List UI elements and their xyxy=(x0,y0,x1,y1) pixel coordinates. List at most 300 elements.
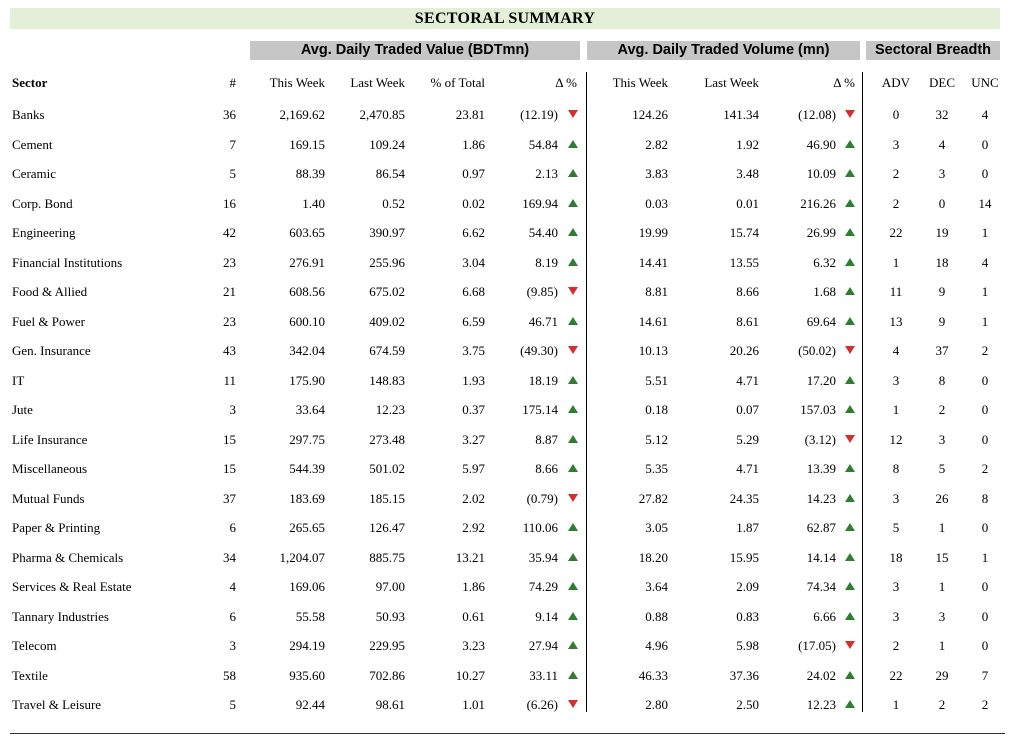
cell-volume-this-week: 5.12 xyxy=(645,431,668,447)
cell-pct-total: 1.86 xyxy=(462,579,485,594)
cell-value-this-week: 297.75 xyxy=(289,431,325,447)
cell-value-last-week: 409.02 xyxy=(369,313,405,329)
cell-pct-total: 0.97 xyxy=(462,166,485,181)
cell-volume-this-week: 14.41 xyxy=(638,254,668,270)
cell-pct-total: 3.04 xyxy=(462,254,485,270)
cell-sector: Services & Real Estate xyxy=(12,579,132,594)
cell-volume-last-week: 2.50 xyxy=(736,697,759,712)
cell-volume-last-week: 8.61 xyxy=(736,313,759,329)
cell-count: 23 xyxy=(223,254,236,270)
cell-unc: 0 xyxy=(981,166,989,181)
cell-count: 7 xyxy=(229,136,236,152)
cell-adv: 3 xyxy=(892,490,900,506)
cell-volume-this-week: 0.03 xyxy=(645,195,668,211)
cell-value-change: (49.30) xyxy=(520,343,558,358)
table-row xyxy=(0,158,1024,188)
cell-value-change: 110.06 xyxy=(522,520,558,535)
cell-volume-this-week: 0.88 xyxy=(645,608,668,624)
cell-volume-change: 6.32 xyxy=(813,254,836,270)
cell-adv: 2 xyxy=(892,638,900,653)
cell-sector: Ceramic xyxy=(12,166,57,181)
cell-dec: 15 xyxy=(935,549,949,565)
cell-unc: 0 xyxy=(981,520,989,535)
cell-adv: 13 xyxy=(889,313,903,329)
cell-volume-last-week: 13.55 xyxy=(729,254,759,270)
cell-volume-last-week: 141.34 xyxy=(723,107,759,122)
down-arrow-icon xyxy=(568,700,578,708)
cell-dec: 1 xyxy=(938,638,946,653)
up-arrow-icon xyxy=(568,169,578,177)
cell-count: 15 xyxy=(223,461,236,476)
table-row xyxy=(0,217,1024,247)
cell-count: 43 xyxy=(223,343,236,358)
cell-sector: Corp. Bond xyxy=(12,195,73,211)
cell-dec: 8 xyxy=(938,372,946,388)
cell-sector: Telecom xyxy=(12,638,57,653)
table-row xyxy=(0,512,1024,542)
cell-count: 23 xyxy=(223,313,236,329)
cell-volume-change: 10.09 xyxy=(806,166,836,181)
down-arrow-icon xyxy=(568,494,578,502)
cell-unc: 1 xyxy=(981,284,989,299)
group-header-traded-volume: Avg. Daily Traded Volume (mn) xyxy=(587,41,860,60)
cell-count: 34 xyxy=(223,549,236,565)
up-arrow-icon xyxy=(845,700,855,708)
cell-value-last-week: 86.54 xyxy=(375,166,405,181)
cell-value-change: 8.19 xyxy=(535,254,558,270)
up-arrow-icon xyxy=(845,582,855,590)
header-adv: ADV xyxy=(881,75,911,90)
cell-sector: Pharma & Chemicals xyxy=(12,549,124,565)
cell-count: 11 xyxy=(223,372,236,388)
cell-volume-this-week: 10.13 xyxy=(638,343,668,358)
cell-count: 6 xyxy=(229,520,236,535)
up-arrow-icon xyxy=(568,140,578,148)
up-arrow-icon xyxy=(568,641,578,649)
cell-sector: Engineering xyxy=(12,225,76,240)
cell-value-this-week: 935.60 xyxy=(289,667,325,683)
cell-value-this-week: 169.15 xyxy=(289,136,325,152)
cell-volume-change: 6.66 xyxy=(813,608,836,624)
cell-value-change: 54.40 xyxy=(528,225,558,240)
cell-unc: 14 xyxy=(978,195,992,211)
cell-volume-this-week: 14.61 xyxy=(638,313,668,329)
cell-unc: 4 xyxy=(981,254,989,270)
cell-volume-this-week: 8.81 xyxy=(645,284,668,299)
cell-value-this-week: 544.39 xyxy=(289,461,325,476)
up-arrow-icon xyxy=(568,405,578,413)
table-row xyxy=(0,483,1024,513)
table-row xyxy=(0,394,1024,424)
cell-adv: 2 xyxy=(892,166,900,181)
cell-value-last-week: 50.93 xyxy=(375,608,405,624)
cell-volume-this-week: 18.20 xyxy=(638,549,668,565)
cell-value-change: (6.26) xyxy=(526,697,558,712)
up-arrow-icon xyxy=(845,287,855,295)
cell-value-last-week: 675.02 xyxy=(369,284,405,299)
cell-value-change: 33.11 xyxy=(529,667,558,683)
cell-dec: 26 xyxy=(935,490,949,506)
cell-dec: 3 xyxy=(938,608,946,624)
header-sector: Sector xyxy=(12,75,48,90)
header-vol-last-week: Last Week xyxy=(704,75,759,90)
cell-value-change: 46.71 xyxy=(528,313,558,329)
cell-volume-this-week: 3.64 xyxy=(645,579,668,594)
report-title: SECTORAL SUMMARY xyxy=(10,8,1000,29)
cell-volume-this-week: 3.83 xyxy=(645,166,668,181)
cell-sector: Food & Allied xyxy=(12,284,88,299)
up-arrow-icon xyxy=(845,612,855,620)
cell-volume-change: 14.14 xyxy=(806,549,836,565)
cell-volume-change: 26.99 xyxy=(806,225,836,240)
cell-volume-change: 157.03 xyxy=(800,402,836,417)
cell-sector: Travel & Leisure xyxy=(12,697,102,712)
cell-value-change: 27.94 xyxy=(528,638,558,653)
cell-value-this-week: 342.04 xyxy=(289,343,325,358)
header-vol-this-week: This Week xyxy=(612,75,668,90)
cell-value-last-week: 702.86 xyxy=(369,667,405,683)
up-arrow-icon xyxy=(845,671,855,679)
cell-volume-last-week: 3.48 xyxy=(736,166,759,181)
cell-volume-this-week: 3.05 xyxy=(645,520,668,535)
cell-adv: 1 xyxy=(892,402,900,417)
down-arrow-icon xyxy=(845,110,855,118)
cell-volume-last-week: 1.92 xyxy=(736,136,759,152)
cell-value-last-week: 255.96 xyxy=(369,254,405,270)
cell-adv: 12 xyxy=(889,431,903,447)
cell-count: 5 xyxy=(229,697,236,712)
cell-adv: 18 xyxy=(889,549,903,565)
up-arrow-icon xyxy=(845,553,855,561)
cell-volume-change: 46.90 xyxy=(806,136,836,152)
cell-unc: 2 xyxy=(981,461,989,476)
cell-sector: IT xyxy=(12,372,25,388)
cell-adv: 1 xyxy=(892,254,900,270)
cell-value-this-week: 169.06 xyxy=(289,579,325,594)
cell-volume-change: (12.08) xyxy=(798,107,836,122)
cell-adv: 0 xyxy=(892,107,900,122)
cell-value-last-week: 390.97 xyxy=(369,225,405,240)
cell-pct-total: 6.68 xyxy=(462,284,485,299)
cell-value-last-week: 148.83 xyxy=(369,372,405,388)
cell-pct-total: 1.86 xyxy=(462,136,485,152)
up-arrow-icon xyxy=(568,376,578,384)
up-arrow-icon xyxy=(568,523,578,531)
up-arrow-icon xyxy=(568,199,578,207)
cell-adv: 8 xyxy=(892,461,900,476)
up-arrow-icon xyxy=(845,523,855,531)
cell-value-last-week: 0.52 xyxy=(382,195,405,211)
cell-unc: 0 xyxy=(981,608,989,624)
header-delta-pct: Δ % xyxy=(555,75,577,90)
cell-value-this-week: 294.19 xyxy=(289,638,325,653)
cell-adv: 11 xyxy=(889,284,903,299)
cell-dec: 4 xyxy=(938,136,946,152)
cell-value-change: 8.66 xyxy=(535,461,558,476)
down-arrow-icon xyxy=(845,435,855,443)
cell-volume-last-week: 2.09 xyxy=(736,579,759,594)
down-arrow-icon xyxy=(568,287,578,295)
cell-pct-total: 0.02 xyxy=(462,195,485,211)
cell-volume-last-week: 20.26 xyxy=(729,343,759,358)
cell-count: 21 xyxy=(223,284,236,299)
cell-value-last-week: 229.95 xyxy=(369,638,405,653)
cell-unc: 2 xyxy=(981,697,989,712)
cell-dec: 5 xyxy=(938,461,946,476)
cell-pct-total: 3.27 xyxy=(462,431,485,447)
down-arrow-icon xyxy=(845,641,855,649)
cell-pct-total: 23.81 xyxy=(455,107,485,122)
cell-dec: 3 xyxy=(938,431,946,447)
table-row xyxy=(0,453,1024,483)
cell-unc: 1 xyxy=(981,313,989,329)
down-arrow-icon xyxy=(568,110,578,118)
cell-value-change: 9.14 xyxy=(535,608,558,624)
cell-pct-total: 3.23 xyxy=(462,638,485,653)
cell-value-change: 169.94 xyxy=(522,195,558,211)
up-arrow-icon xyxy=(568,612,578,620)
cell-value-this-week: 2,169.62 xyxy=(279,107,325,122)
cell-value-last-week: 12.23 xyxy=(375,402,405,417)
cell-dec: 19 xyxy=(935,225,949,240)
table-row xyxy=(0,630,1024,660)
cell-count: 5 xyxy=(229,166,236,181)
cell-volume-this-week: 27.82 xyxy=(638,490,668,506)
table-row xyxy=(0,188,1024,218)
cell-pct-total: 2.02 xyxy=(462,490,485,506)
cell-value-this-week: 33.64 xyxy=(295,402,325,417)
cell-value-change: 74.29 xyxy=(528,579,558,594)
cell-volume-change: 17.20 xyxy=(806,372,836,388)
cell-value-change: 8.87 xyxy=(535,431,558,447)
cell-value-last-week: 98.61 xyxy=(375,697,405,712)
cell-count: 3 xyxy=(229,638,236,653)
cell-unc: 0 xyxy=(981,579,989,594)
cell-value-change: 18.19 xyxy=(528,372,558,388)
cell-value-last-week: 501.02 xyxy=(369,461,405,476)
header-count: # xyxy=(229,75,236,90)
cell-dec: 2 xyxy=(938,402,946,417)
cell-volume-this-week: 19.99 xyxy=(638,225,668,240)
cell-volume-this-week: 4.96 xyxy=(645,638,668,653)
table-row xyxy=(0,247,1024,277)
cell-unc: 2 xyxy=(981,343,989,358)
cell-adv: 3 xyxy=(892,372,900,388)
cell-volume-change: 216.26 xyxy=(800,195,836,211)
cell-dec: 0 xyxy=(938,195,946,211)
sector-table-body xyxy=(0,99,1024,719)
cell-volume-last-week: 0.83 xyxy=(736,608,759,624)
table-row xyxy=(0,276,1024,306)
table-row xyxy=(0,129,1024,159)
cell-unc: 0 xyxy=(981,431,989,447)
cell-value-this-week: 265.65 xyxy=(289,520,325,535)
cell-value-this-week: 55.58 xyxy=(295,608,325,624)
cell-volume-change: 13.39 xyxy=(806,461,836,476)
down-arrow-icon xyxy=(568,346,578,354)
cell-value-last-week: 2,470.85 xyxy=(359,107,405,122)
cell-value-change: (9.85) xyxy=(526,284,558,299)
cell-value-last-week: 674.59 xyxy=(369,343,405,358)
up-arrow-icon xyxy=(568,582,578,590)
cell-value-this-week: 1.40 xyxy=(302,195,325,211)
cell-adv: 22 xyxy=(889,667,903,683)
cell-unc: 0 xyxy=(981,638,989,653)
up-arrow-icon xyxy=(845,464,855,472)
cell-unc: 1 xyxy=(981,549,989,565)
up-arrow-icon xyxy=(845,376,855,384)
cell-volume-last-week: 5.29 xyxy=(736,431,759,447)
table-row xyxy=(0,660,1024,690)
cell-volume-last-week: 0.01 xyxy=(736,195,759,211)
cell-value-this-week: 183.69 xyxy=(289,490,325,506)
cell-adv: 3 xyxy=(892,579,900,594)
table-row xyxy=(0,571,1024,601)
up-arrow-icon xyxy=(845,317,855,325)
cell-count: 42 xyxy=(223,225,236,240)
cell-volume-last-week: 15.95 xyxy=(729,549,759,565)
cell-pct-total: 5.97 xyxy=(462,461,485,476)
table-bottom-rule xyxy=(10,733,1005,734)
cell-value-last-week: 97.00 xyxy=(375,579,405,594)
cell-volume-last-week: 1.87 xyxy=(736,520,759,535)
cell-value-this-week: 603.65 xyxy=(289,225,325,240)
cell-volume-change: 12.23 xyxy=(806,697,836,712)
cell-volume-change: 24.02 xyxy=(806,667,836,683)
cell-adv: 22 xyxy=(889,225,903,240)
up-arrow-icon xyxy=(845,140,855,148)
cell-volume-change: (3.12) xyxy=(804,431,836,447)
cell-value-last-week: 126.47 xyxy=(369,520,405,535)
cell-pct-total: 6.59 xyxy=(462,313,485,329)
cell-volume-change: 14.23 xyxy=(806,490,836,506)
cell-sector: Fuel & Power xyxy=(12,313,85,329)
cell-pct-total: 0.37 xyxy=(462,402,485,417)
table-row xyxy=(0,424,1024,454)
up-arrow-icon xyxy=(568,435,578,443)
cell-sector: Textile xyxy=(12,667,48,683)
header-dec: DEC xyxy=(929,75,955,90)
table-row xyxy=(0,601,1024,631)
cell-value-last-week: 185.15 xyxy=(369,490,405,506)
cell-unc: 8 xyxy=(981,490,989,506)
cell-count: 3 xyxy=(229,402,236,417)
table-row xyxy=(0,542,1024,572)
cell-dec: 18 xyxy=(935,254,949,270)
cell-adv: 5 xyxy=(892,520,900,535)
cell-pct-total: 2.92 xyxy=(462,520,485,535)
cell-volume-this-week: 0.18 xyxy=(645,402,668,417)
cell-value-last-week: 885.75 xyxy=(369,549,405,565)
cell-volume-last-week: 4.71 xyxy=(736,461,759,476)
cell-pct-total: 1.01 xyxy=(462,697,485,712)
header-last-week: Last Week xyxy=(350,75,405,90)
cell-sector: Tannary Industries xyxy=(12,608,109,624)
down-arrow-icon xyxy=(845,346,855,354)
header-vol-delta-pct: Δ % xyxy=(833,75,855,90)
cell-pct-total: 3.75 xyxy=(462,343,485,358)
up-arrow-icon xyxy=(568,258,578,266)
cell-value-change: 35.94 xyxy=(528,549,558,565)
cell-value-this-week: 92.44 xyxy=(295,697,325,712)
cell-value-this-week: 600.10 xyxy=(289,313,325,329)
group-header-traded-value: Avg. Daily Traded Value (BDTmn) xyxy=(250,41,580,60)
cell-dec: 1 xyxy=(938,520,946,535)
cell-volume-this-week: 124.26 xyxy=(632,107,668,122)
cell-value-change: 54.84 xyxy=(528,136,558,152)
cell-volume-change: 62.87 xyxy=(806,520,836,535)
cell-adv: 4 xyxy=(892,343,900,358)
up-arrow-icon xyxy=(845,228,855,236)
cell-unc: 1 xyxy=(981,225,989,240)
cell-pct-total: 0.61 xyxy=(462,608,485,624)
cell-value-last-week: 273.48 xyxy=(369,431,405,447)
up-arrow-icon xyxy=(568,671,578,679)
cell-volume-change: 74.34 xyxy=(806,579,836,594)
cell-dec: 29 xyxy=(935,667,949,683)
cell-value-this-week: 1,204.07 xyxy=(279,549,325,565)
cell-sector: Mutual Funds xyxy=(12,490,85,506)
cell-volume-last-week: 4.71 xyxy=(736,372,759,388)
cell-value-change: 175.14 xyxy=(522,402,558,417)
cell-count: 36 xyxy=(223,107,236,122)
cell-count: 16 xyxy=(223,195,236,211)
table-row xyxy=(0,306,1024,336)
cell-dec: 32 xyxy=(935,107,949,122)
cell-adv: 1 xyxy=(892,697,900,712)
cell-pct-total: 6.62 xyxy=(462,225,485,240)
cell-volume-change: 1.68 xyxy=(813,284,836,299)
table-row xyxy=(0,335,1024,365)
cell-pct-total: 1.93 xyxy=(462,372,485,388)
cell-volume-last-week: 5.98 xyxy=(736,638,759,653)
up-arrow-icon xyxy=(845,169,855,177)
cell-volume-this-week: 46.33 xyxy=(638,667,668,683)
cell-value-this-week: 88.39 xyxy=(295,166,325,181)
cell-value-change: (12.19) xyxy=(520,107,558,122)
header-pct-total: % of Total xyxy=(430,75,485,90)
cell-adv: 2 xyxy=(892,195,900,211)
up-arrow-icon xyxy=(568,553,578,561)
cell-unc: 4 xyxy=(981,107,989,122)
cell-volume-change: (17.05) xyxy=(798,638,836,653)
cell-volume-last-week: 24.35 xyxy=(729,490,759,506)
up-arrow-icon xyxy=(845,199,855,207)
cell-dec: 9 xyxy=(938,313,946,329)
table-row xyxy=(0,689,1024,719)
table-row xyxy=(0,99,1024,129)
up-arrow-icon xyxy=(568,317,578,325)
cell-volume-last-week: 37.36 xyxy=(729,667,759,683)
cell-sector: Life Insurance xyxy=(12,431,88,447)
cell-volume-this-week: 5.35 xyxy=(645,461,668,476)
up-arrow-icon xyxy=(845,494,855,502)
cell-count: 4 xyxy=(229,579,236,594)
cell-volume-change: (50.02) xyxy=(798,343,836,358)
cell-count: 15 xyxy=(223,431,236,447)
cell-sector: Cement xyxy=(12,136,53,152)
cell-value-change: 2.13 xyxy=(535,166,558,181)
cell-count: 58 xyxy=(223,667,236,683)
cell-value-this-week: 276.91 xyxy=(289,254,325,270)
cell-dec: 3 xyxy=(938,166,946,181)
up-arrow-icon xyxy=(568,464,578,472)
cell-value-change: (0.79) xyxy=(526,490,558,506)
cell-volume-this-week: 2.82 xyxy=(645,136,668,152)
header-unc: UNC xyxy=(971,75,999,90)
cell-volume-last-week: 8.66 xyxy=(736,284,759,299)
cell-unc: 0 xyxy=(981,372,989,388)
